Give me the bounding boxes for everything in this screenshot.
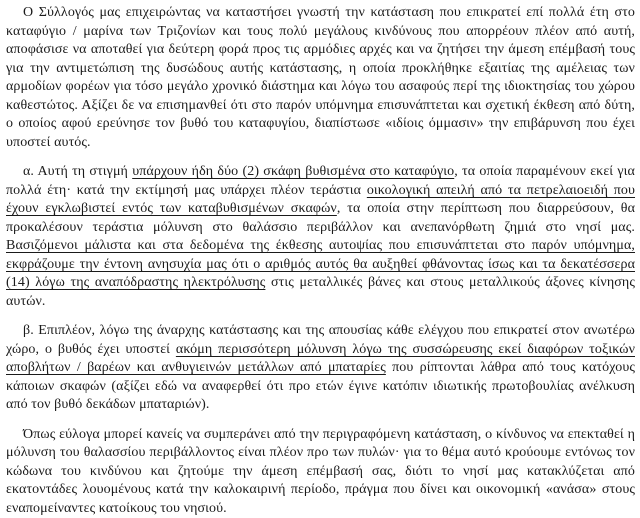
underlined-text-segment: οικολογική απειλή από τα πετρελαιοειδή που έχουν εγκλωβιστεί εντός των καταβυθισμένων σκαφών bbox=[6, 183, 635, 217]
underlined-text-segment: Βασιζόμενοι μάλιστα και στα δεδομένα της έκθεσης αυτοψίας που επισυνάπτεται στο παρόν υπόμνημα, εκφράζουμε την έντονη ανησυχία μας ότι ο αριθμός αυτός θα αυξηθεί φθάνοντας ίσως και τα δεκατέσσερα (14) λόγω της αναπόδραστης ηλεκτρόλυσης bbox=[6, 238, 635, 290]
text-segment: α. Αυτή τη στιγμή bbox=[23, 164, 132, 179]
paragraph-point-a bbox=[6, 163, 635, 311]
text-segment: στις μεταλλικές βάνες και στους μεταλλικούς άξονες κίνησης αυτών. bbox=[6, 275, 635, 309]
underlined-text-segment: ακόμη περισσότερη μόλυνση λόγω της συσσώρευσης εκεί διαφόρων τοξικών αποβλήτων / βαρέων και ανθυγιεινών μετάλλων από μπαταρίες bbox=[6, 342, 635, 376]
text-segment: Όπως εύλογα μπορεί κανείς να συμπεράνει από την περιγραφόμενη κατάσταση, ο κίνδυνος να επεκταθεί η μόλυνση του θαλασσίου περιβάλλοντος είναι πλέον προ των πυλών· για το θέμα αυτό κρούουμε εντόνως τον κώδωνα του κινδύνου και ζητούμε την άμεση επέμβασή σας, διότι το νησί μας κατακλύζεται από εκατοντάδες λουομένους κατά την καλοκαιρινή περίοδο, πράγμα που δίνει και οικονομική «ανάσα» στους εναπομείναντες κατοίκους του νησιού. bbox=[6, 427, 635, 516]
text-segment: , τα οποία στην περίπτωση που διαρρεύσουν, θα προκαλέσουν τεράστια μόλυνση στο θαλάσσιο περιβάλλον και ανεπανόρθωτη ζημιά στο νησί μας. bbox=[6, 201, 635, 235]
paragraph-point-b bbox=[6, 322, 635, 415]
text-segment: που ρίπτονται λάθρα από τους κατόχους κάποιων σκαφών (αξίζει εδώ να αναφερθεί ότι προ ετών έγινε κατόπιν ιδιωτικής πρωτοβουλίας ανέλκυση από τον βυθό δεκάδων μπαταριών). bbox=[6, 360, 635, 412]
text-segment: β. Επιπλέον, λόγω της άναρχης κατάστασης και της απουσίας κάθε ελέγχου που επικρατεί στον ανωτέρω χώρο, ο βυθός έχει υποστεί bbox=[6, 323, 635, 357]
underlined-text-segment: υπάρχουν ήδη δύο (2) σκάφη βυθισμένα στο καταφύγιο bbox=[132, 164, 454, 179]
paragraph-intro bbox=[6, 4, 635, 152]
text-segment: , τα οποία παραμένουν εκεί για πολλά έτη· κατά την εκτίμησή μας υπάρχει πλέον τεράστια bbox=[6, 164, 635, 198]
paragraph-conclusion bbox=[6, 426, 635, 518]
text-segment: Ο Σύλλογός μας επιχειρώντας να καταστήσει γνωστή την κατάσταση που επικρατεί επί πολλά έτη στο καταφύγιο / μαρίνα των Τριζονίων και τους πολύ μεγάλους κινδύνους που απορρέουν πλέον από αυτή, αποφάσισε να αποταθεί για δεύτερη φορά προς τις αρμόδιες αρχές και να ζητήσει την άμεση επέμβασή τους για την αντιμετώπιση της δυσώδους αυτής κατάστασης, η οποία προκλήθηκε εξαιτίας της αμέλειας των αρμοδίων φορέων για τόσο μεγάλο χρονικό διάστημα και λόγω του ασαφούς περί της ιδιοκτησίας του χώρου καθεστώτος. Αξίζει δε να επισημανθεί ότι στο παρόν υπόμνημα επισυνάπτεται και σχετική έκθεση από δύτη, ο οποίος αφού ερεύνησε τον βυθό του καταφυγίου, διαπίστωσε «ιδίοις όμμασιν» την επιβάρυνση που έχει υποστεί αυτός. bbox=[6, 5, 635, 150]
